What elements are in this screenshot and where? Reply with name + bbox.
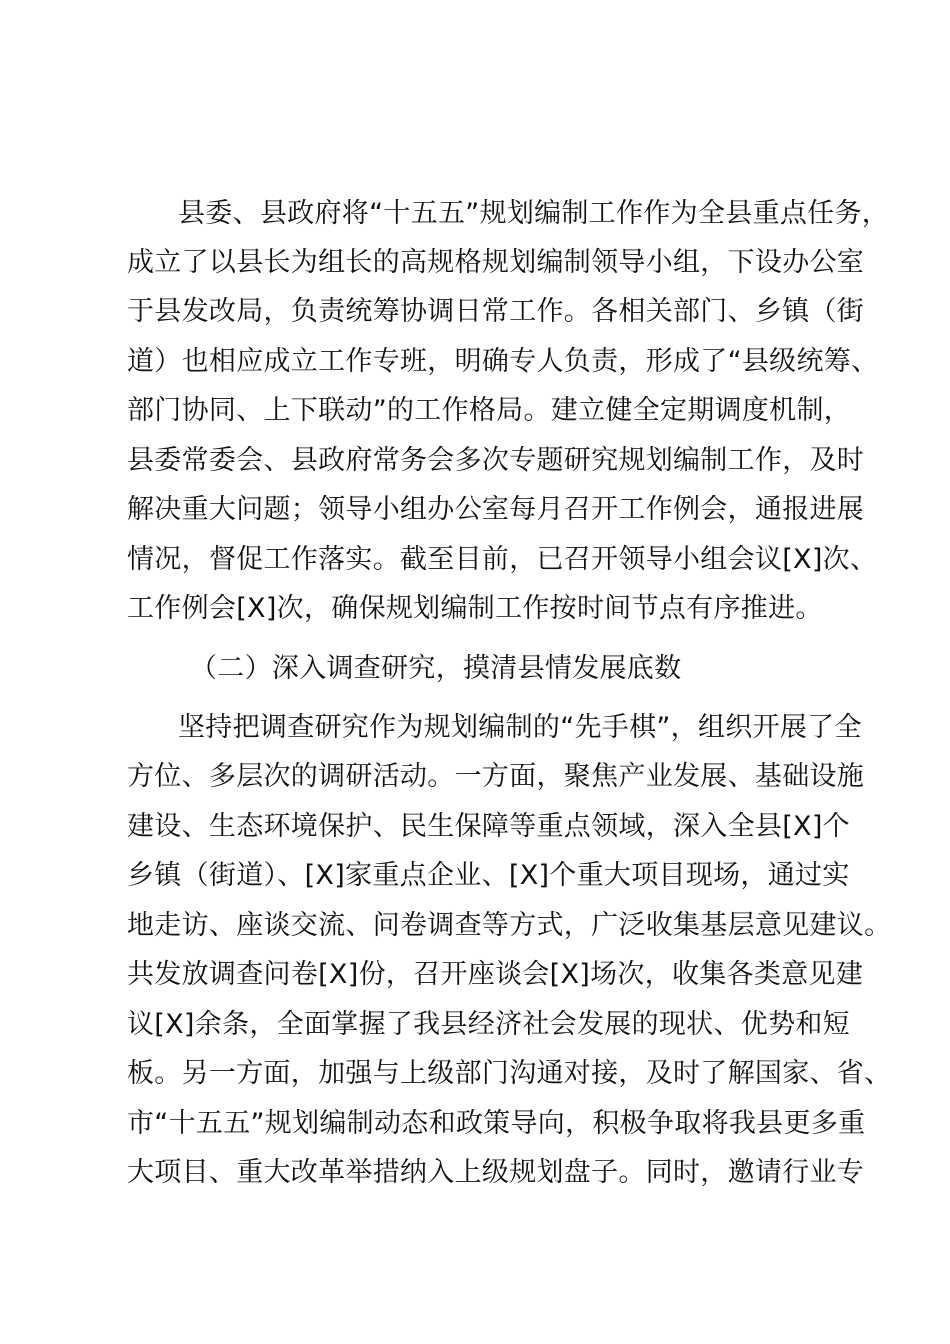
paragraph-2-line-7: 议[X]余条，全面掌握了我县经济社会发展的现状、优势和短 <box>127 1009 850 1040</box>
paragraph-1-line-8: 情况，督促工作落实。截至目前，已召开领导小组会议[X]次、 <box>127 544 878 575</box>
paragraph-1-line-1: 县委、县政府将“十五五”规划编制工作作为全县重点任务， <box>178 198 890 229</box>
paragraph-2-line-5: 地走访、座谈交流、问卷调查等方式，广泛收集基层意见建议。 <box>127 910 892 941</box>
paragraph-2-line-4: 乡镇（街道）、[X]家重点企业、[X]个重大项目现场，通过实 <box>127 860 850 891</box>
paragraph-2-line-1: 坚持把调查研究作为规划编制的“先手棋”，组织开展了全 <box>178 712 862 743</box>
paragraph-1-line-9: 工作例会[X]次，确保规划编制工作按时间节点有序推进。 <box>127 593 823 624</box>
paragraph-2-line-2: 方位、多层次的调研活动。一方面，聚焦产业发展、基础设施 <box>127 761 865 792</box>
paragraph-2-line-6: 共发放调查问卷[X]份，召开座谈会[X]场次，收集各类意见建 <box>127 959 864 990</box>
paragraph-2-line-9: 市“十五五”规划编制动态和政策导向，积极争取将我县更多重 <box>127 1108 866 1139</box>
paragraph-2-line-3: 建设、生态环境保护、民生保障等重点领域，深入全县[X]个 <box>127 811 850 842</box>
paragraph-1-line-7: 解决重大问题；领导小组办公室每月召开工作例会，通报进展 <box>127 494 865 525</box>
paragraph-2-line-8: 板。另一方面，加强与上级部门沟通对接，及时了解国家、省、 <box>127 1058 892 1089</box>
paragraph-1-line-5: 部门协同、上下联动”的工作格局。建立健全定期调度机制， <box>127 395 852 426</box>
paragraph-1-line-2: 成立了以县长为组长的高规格规划编制领导小组，下设办公室 <box>127 247 865 278</box>
section-heading: （二）深入调查研究，摸清县情发展底数 <box>190 653 682 684</box>
paragraph-1-line-4: 道）也相应成立工作专班，明确专人负责，形成了“县级统筹、 <box>127 346 879 377</box>
paragraph-2-line-10: 大项目、重大改革举措纳入上级规划盘子。同时，邀请行业专 <box>127 1157 865 1188</box>
paragraph-1-line-6: 县委常委会、县政府常务会多次专题研究规划编制工作，及时 <box>127 445 865 476</box>
paragraph-1-line-3: 于县发改局，负责统筹协调日常工作。各相关部门、乡镇（街 <box>127 296 865 327</box>
